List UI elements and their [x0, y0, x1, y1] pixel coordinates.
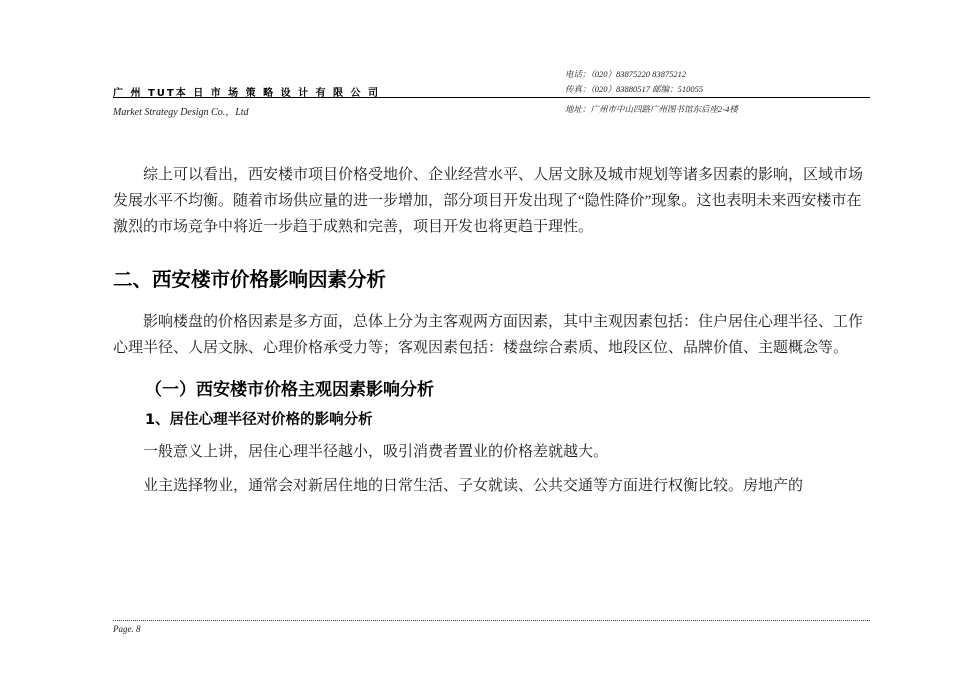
page-header	[113, 0, 870, 120]
subsubsection-heading: 1、居住心理半径对价格的影响分析	[145, 412, 373, 428]
paragraph-factors: 影响楼盘的价格因素是多方面，总体上分为主客观两方面因素，其中主观因素包括：住户居住心理半径、工作心理半径、人居文脉、心理价格承受力等；客观因素包括：楼盘综合素质、地段区位、品牌价值、主题概念等。	[113, 314, 864, 356]
paragraph-owner-choice: 业主选择物业，通常会对新居住地的日常生活、子女就读、公共交通等方面进行权衡比较。房地产的	[143, 478, 804, 494]
section-heading: 二、西安楼市价格影响因素分析	[113, 268, 387, 291]
company-name-cn: 广 州 TUT本 日 市 场 策 略 设 计 有 限 公 司	[113, 88, 381, 99]
page-number: Page. 8	[113, 624, 141, 634]
header-phone: 电话：（020）83875220 83875212	[565, 69, 687, 79]
company-name-en: Market Strategy Design Co.，Ltd	[113, 107, 249, 118]
footer-rule	[113, 620, 870, 621]
document-body	[113, 162, 870, 499]
header-fax-postcode: 传真：（020）83880517 邮编：510055	[565, 84, 704, 94]
page-footer	[113, 620, 870, 634]
paragraph-summary: 综上可以看出，西安楼市项目价格受地价、企业经营水平、人居文脉及城市规划等诸多因素的影响，区域市场发展水平不均衡。随着市场供应量的进一步增加，部分项目开发出现了“隐性降价”现象。这也表明未来西安楼市在激烈的市场竞争中将近一步趋于成熟和完善，项目开发也将更趋于理性。	[113, 167, 864, 235]
paragraph-radius-intro: 一般意义上讲，居住心理半径越小，吸引消费者置业的价格差就越大。	[143, 444, 609, 460]
header-address: 地址：广州市中山四路广州图书馆东后座2-4楼	[565, 104, 738, 114]
subsection-heading: （一）西安楼市价格主观因素影响分析	[145, 380, 434, 400]
header-rule	[113, 97, 870, 98]
